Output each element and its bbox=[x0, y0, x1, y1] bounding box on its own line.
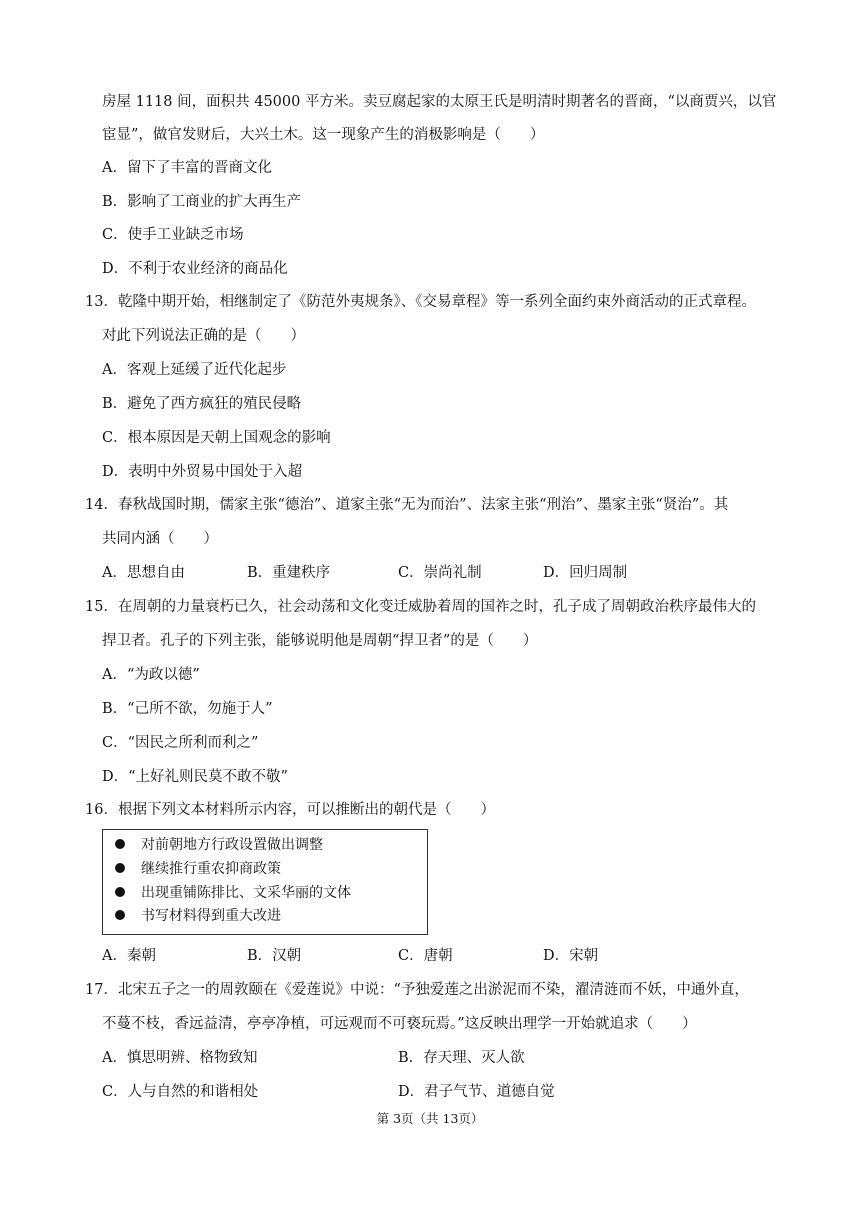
bullet-icon bbox=[115, 863, 125, 873]
q14-option-d[interactable]: D．回归周制 bbox=[543, 565, 628, 581]
q13-option-d[interactable]: D．表明中外贸易中国处于入超 bbox=[102, 464, 303, 480]
q16-material-text: 继续推行重农抑商政策 bbox=[141, 861, 281, 877]
q12-stem-line1: 房屋 1118 间，面积共 45000 平方米。卖豆腐起家的太原王氏是明清时期著名的晋商，“以商贾兴，以官 bbox=[102, 94, 777, 110]
q12-option-d[interactable]: D．不利于农业经济的商品化 bbox=[102, 261, 288, 277]
q17-stem-line2: 不蔓不枝，香远益清，亭亭净植，可远观而不可亵玩焉。”这反映出理学一开始就追求（ ） bbox=[102, 1016, 697, 1032]
q15-stem-line1: 15．在周朝的力量衰朽已久，社会动荡和文化变迁威胁着周的国祚之时，孔子成了周朝政治秩序最伟大的 bbox=[85, 599, 756, 615]
bullet-icon bbox=[115, 910, 125, 920]
q15-stem-line2: 捍卫者。孔子的下列主张，能够说明他是周朝“捍卫者”的是（ ） bbox=[102, 633, 538, 649]
q14-option-a[interactable]: A．思想自由 bbox=[102, 565, 185, 581]
q16-stem-line1: 16．根据下列文本材料所示内容，可以推断出的朝代是（ ） bbox=[85, 802, 495, 818]
q17-option-d[interactable]: D．君子气节、道德自觉 bbox=[398, 1084, 555, 1100]
q13-option-a[interactable]: A．客观上延缓了近代化起步 bbox=[102, 362, 287, 378]
q15-option-a[interactable]: A．“为政以德” bbox=[102, 667, 200, 683]
q16-material-item bbox=[115, 836, 323, 854]
q12-option-b[interactable]: B．影响了工商业的扩大再生产 bbox=[102, 194, 302, 210]
q12-option-a[interactable]: A．留下了丰富的晋商文化 bbox=[102, 160, 272, 176]
q16-material-item bbox=[115, 860, 281, 878]
q17-option-b[interactable]: B．存天理、灭人欲 bbox=[398, 1050, 525, 1066]
q14-stem-line1: 14．春秋战国时期，儒家主张“德治”、道家主张“无为而治”、法家主张“刑治”、墨家主张“贤治”。其 bbox=[85, 497, 729, 513]
q13-option-b[interactable]: B．避免了西方疯狂的殖民侵略 bbox=[102, 396, 302, 412]
q16-material-item bbox=[115, 907, 281, 925]
bullet-icon bbox=[115, 887, 125, 897]
q15-option-b[interactable]: B．“己所不欲，勿施于人” bbox=[102, 701, 273, 717]
q17-option-c[interactable]: C．人与自然的和谐相处 bbox=[102, 1084, 259, 1100]
q16-option-b[interactable]: B．汉朝 bbox=[247, 948, 302, 964]
q14-stem-line2: 共同内涵（ ） bbox=[102, 531, 218, 547]
q17-option-a[interactable]: A．慎思明辨、格物致知 bbox=[102, 1050, 258, 1066]
q16-material-text: 对前朝地方行政设置做出调整 bbox=[141, 837, 323, 853]
q14-option-c[interactable]: C．崇尚礼制 bbox=[398, 565, 482, 581]
q15-option-c[interactable]: C．“因民之所利而利之” bbox=[102, 735, 259, 751]
q16-material-text: 出现重铺陈排比、文采华丽的文体 bbox=[141, 885, 351, 901]
q15-option-d[interactable]: D．“上好礼则民莫不敢不敬” bbox=[102, 769, 288, 785]
q16-material-box bbox=[102, 829, 428, 935]
q13-stem-line1: 13．乾隆中期开始，相继制定了《防范外夷规条》、《交易章程》等一系列全面约束外商活动的正式章程。 bbox=[85, 294, 756, 310]
q16-material-item bbox=[115, 884, 351, 902]
q12-stem-line2: 宦显”，做官发财后，大兴土木。这一现象产生的消极影响是（ ） bbox=[102, 127, 545, 143]
q13-option-c[interactable]: C．根本原因是天朝上国观念的影响 bbox=[102, 430, 331, 446]
bullet-icon bbox=[115, 839, 125, 849]
q14-option-b[interactable]: B．重建秩序 bbox=[247, 565, 331, 581]
q12-option-c[interactable]: C．使手工业缺乏市场 bbox=[102, 227, 244, 243]
q16-option-c[interactable]: C．唐朝 bbox=[398, 948, 453, 964]
q16-option-a[interactable]: A．秦朝 bbox=[102, 948, 156, 964]
q13-stem-line2: 对此下列说法正确的是（ ） bbox=[102, 328, 305, 344]
q16-option-d[interactable]: D．宋朝 bbox=[543, 948, 599, 964]
q17-stem-line1: 17．北宋五子之一的周敦颐在《爱莲说》中说：“予独爱莲之出淤泥而不染，濯清涟而不妖，中通外直， bbox=[85, 982, 749, 998]
page-footer: 第 3页（共 13页） bbox=[376, 1111, 484, 1126]
q16-material-text: 书写材料得到重大改进 bbox=[141, 908, 281, 924]
